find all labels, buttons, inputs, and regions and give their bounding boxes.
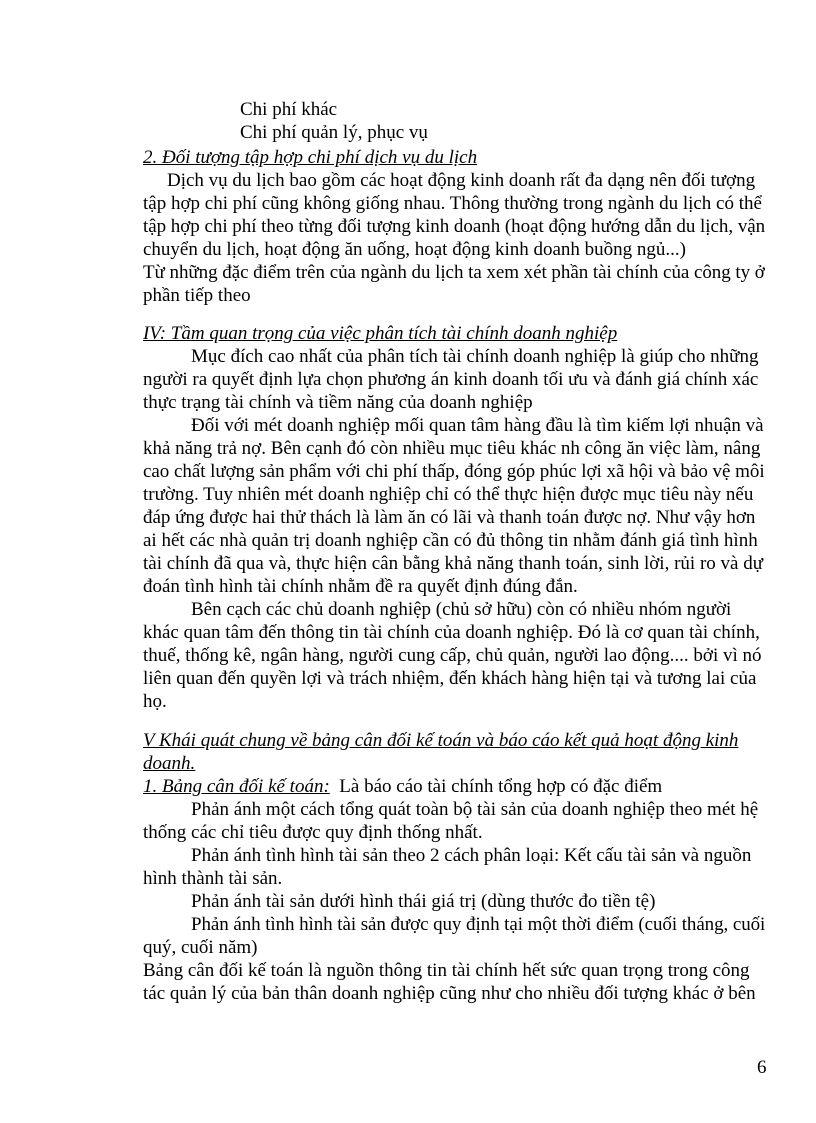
text-line: ai hết các nhà quản trị doanh nghiệp cần có đủ thông tin nhằm đánh giá tình hình	[143, 530, 758, 551]
text-line: Bên cạch các chủ doanh nghiệp (chủ sở hữu) còn có nhiều nhóm người	[191, 599, 732, 620]
text-line: thực trạng tài chính và tiềm năng của doanh nghiệp	[143, 392, 533, 413]
text-line: Phản ánh tình hình tài sản được quy định tại một thời điểm (cuối tháng, cuối	[191, 914, 766, 935]
characteristic-4	[143, 913, 765, 959]
text-line: Dịch vụ du lịch bao gồm các hoạt động kinh doanh rất đa dạng nên đối tượng	[167, 170, 756, 191]
text-line: Bảng cân đối kế toán là nguồn thông tin tài chính hết sức quan trọng trong công	[143, 960, 750, 981]
text-line: Phản ánh một cách tổng quát toàn bộ tài sản của doanh nghiệp theo mét hệ	[191, 799, 759, 820]
text-line: đoán tình hình tài chính nhằm đề ra quyết định đúng đắn.	[143, 576, 578, 597]
text-line: khả năng trả nợ. Bên cạnh đó còn nhiều mục tiêu khác nh công ăn việc làm, nâng	[143, 438, 761, 459]
section-4-paragraph-1	[143, 345, 765, 414]
text-line: tập hợp chi phí cũng không giống nhau. Thông thường trong ngành du lịch có thể	[143, 193, 762, 214]
text-line: quý, cuối năm)	[143, 937, 258, 958]
text-line: trường. Tuy nhiên mét doanh nghiệp chỉ có thể thực hiện được mục tiêu này nếu	[143, 484, 754, 505]
text-line: Đối với mét doanh nghiệp mối quan tâm hàng đầu là tìm kiếm lợi nhuận và	[191, 415, 764, 436]
characteristic-2	[143, 844, 765, 890]
text-line: tài chính đã qua và, thực hiện cân bằng khả năng thanh toán, sinh lời, rủi ro và dự	[143, 553, 764, 574]
text-line: thống các chỉ tiêu được quy định thống nhất.	[143, 822, 483, 843]
section-4-heading: IV: Tầm quan trọng của việc phân tích tài chính doanh nghiệp	[143, 323, 618, 344]
text-line: Từ những đặc điểm trên của ngành du lịch ta xem xét phần tài chính của công ty ở	[143, 262, 765, 283]
text-line: liên quan đến quyền lợi và trách nhiệm, đến khách hàng hiện tại và tương lai của	[143, 668, 757, 689]
page-number: 6	[757, 1057, 767, 1078]
text-line: tác quản lý của bản thân doanh nghiệp cũng như cho nhiều đối tượng khác ở bên	[143, 983, 756, 1004]
item-other-costs: Chi phí khác	[240, 99, 338, 120]
text-line: đáp ứng được hai thử thách là làm ăn có lãi và thanh toán được nợ. Như vậy hơn	[143, 507, 756, 528]
subheading-text: Là báo cáo tài chính tổng hợp có đặc điểm	[339, 776, 663, 797]
text-line: chuyển du lịch, hoạt động ăn uống, hoạt động kinh doanh buồng ngủ...)	[143, 239, 687, 260]
heading-line: doanh.	[143, 753, 196, 774]
text-line: thuế, thống kê, ngân hàng, người cung cấp, chủ quản, người lao động.... bởi vì nó	[143, 645, 762, 666]
text-line: cao chất lượng sản phẩm với chi phí thấp, đóng góp phúc lợi xã hội và bảo vệ môi	[143, 461, 765, 482]
section-5-heading	[143, 729, 765, 775]
cost-items	[143, 98, 765, 144]
section-2-heading: 2. Đối tượng tập hợp chi phí dịch vụ du lịch	[143, 147, 478, 168]
text-line: hình thành tài sản.	[143, 868, 283, 889]
balance-sheet-subheading	[143, 775, 765, 798]
section-2-paragraph-2	[143, 261, 765, 307]
text-line: tập hợp chi phí theo từng đối tượng kinh doanh (hoạt động hướng dẫn du lịch, vận	[143, 216, 766, 237]
text-line: phần tiếp theo	[143, 285, 251, 306]
text-line: họ.	[143, 691, 167, 712]
characteristic-3: Phản ánh tài sản dưới hình thái giá trị (dùng thước đo tiền tệ)	[191, 891, 656, 912]
section-4	[143, 322, 765, 713]
section-5	[143, 729, 765, 1005]
text-line: Phản ánh tình hình tài sản theo 2 cách phân loại: Kết cấu tài sản và nguồn	[191, 845, 752, 866]
section-2-paragraph-1	[143, 169, 765, 261]
heading-line: V Khái quát chung về bảng cân đối kế toán và báo cáo kết quả hoạt động kinh	[143, 730, 739, 751]
subheading-label: 1. Bảng cân đối kế toán:	[143, 776, 330, 797]
section-4-paragraph-2	[143, 414, 765, 598]
text-line: Mục đích cao nhất của phân tích tài chính doanh nghiệp là giúp cho những	[191, 346, 759, 367]
item-management-costs: Chi phí quản lý, phục vụ	[240, 122, 428, 143]
characteristic-1	[143, 798, 765, 844]
text-line: khác quan tâm đến thông tin tài chính của doanh nghiệp. Đó là cơ quan tài chính,	[143, 622, 760, 643]
section-2	[143, 146, 765, 307]
section-4-paragraph-3	[143, 598, 765, 713]
text-line: người ra quyết định lựa chọn phương án kinh doanh tối ưu và đánh giá chính xác	[143, 369, 759, 390]
closing-paragraph	[143, 959, 765, 1005]
